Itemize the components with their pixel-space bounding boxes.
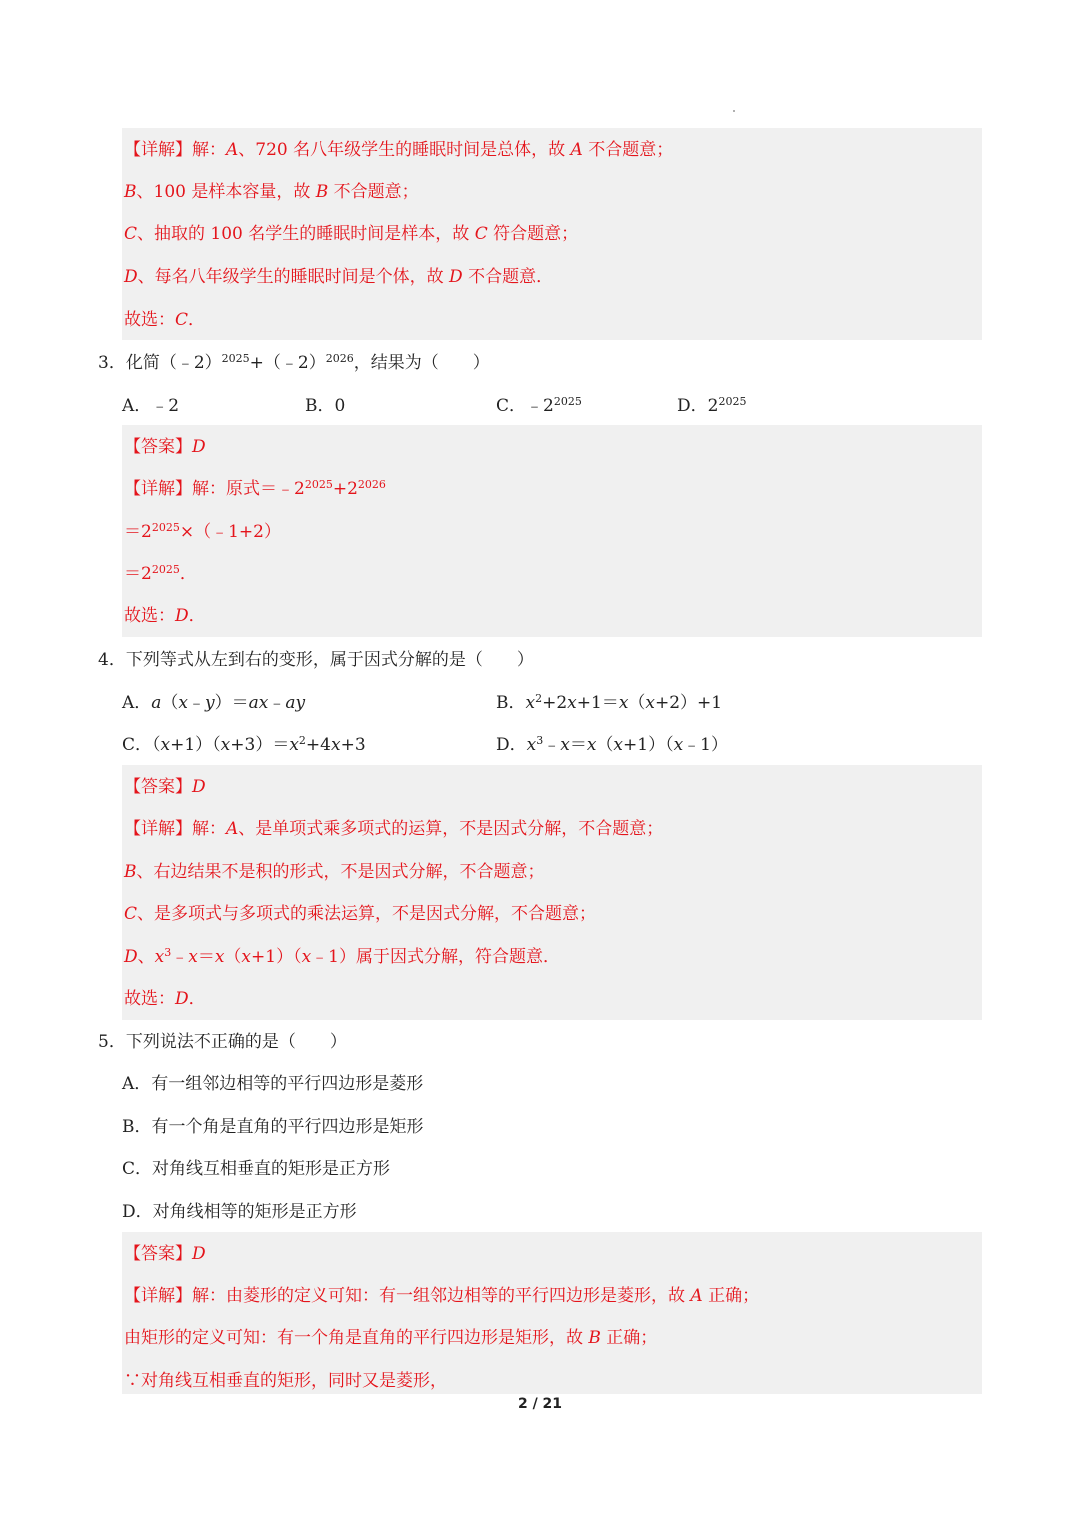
prev-choice-line: 故选：C．	[124, 310, 206, 330]
q5-detail-line-1: 【详解】解：由菱形的定义可知：有一组邻边相等的平行四边形是菱形，故 A 正确；	[124, 1286, 760, 1306]
prev-detail-line-4: D、每名八年级学生的睡眠时间是个体，故 D 不合题意．	[124, 267, 554, 287]
q4-option-a: A．a（x﹣y）＝ax﹣ay	[122, 693, 306, 713]
q5-answer: 【答案】D	[124, 1244, 206, 1264]
q5-answer-block	[122, 1232, 982, 1394]
q4-detail-line-1: 【详解】解：A、是单项式乘多项式的运算，不是因式分解，不合题意；	[124, 819, 664, 839]
prev-detail-line-1: 【详解】解：A、720 名八年级学生的睡眠时间是总体，故 A 不合题意；	[124, 140, 674, 160]
q5-option-a: A．有一组邻边相等的平行四边形是菱形	[122, 1074, 424, 1094]
q4-choice-line: 故选：D．	[124, 989, 206, 1009]
q3-choice-line: 故选：D．	[124, 606, 206, 626]
q4-option-b: B．$x^2+2x+1=x(x+2)+1$	[496, 692, 723, 713]
question-3-stem: 3．化简（﹣2）$^{2025}$+（﹣2）$^{2026}$，结果为（ ）	[98, 352, 490, 373]
q4-answer-block	[122, 765, 982, 1020]
q3-option-d: D．$2^{2025}$	[677, 395, 747, 416]
q5-option-b: B．有一个角是直角的平行四边形是矩形	[122, 1117, 424, 1137]
q5-option-c: C．对角线互相垂直的矩形是正方形	[122, 1159, 391, 1179]
q3-detail-line-1: 【详解】解：原式$=﹣2^{2025}+2^{2026}$	[124, 478, 386, 499]
question-4-stem: 4．下列等式从左到右的变形，属于因式分解的是（ ）	[98, 650, 534, 670]
q3-option-a: A．﹣2	[122, 396, 180, 416]
q4-detail-line-4: D、$x^3﹣x=x(x+1)(x﹣1)$属于因式分解，符合题意．	[124, 946, 560, 967]
prev-answer-block	[122, 128, 982, 340]
q4-detail-line-3: C、是多项式与多项式的乘法运算，不是因式分解，不合题意；	[124, 904, 597, 924]
q3-answer-block	[122, 425, 982, 637]
q3-detail-line-3: $=2^{2025}$．	[124, 563, 197, 584]
q5-option-d: D．对角线相等的矩形是正方形	[122, 1202, 357, 1222]
q4-option-c: C．$(x+1)(x+3)=x^2+4x+3$	[122, 734, 366, 755]
q5-detail-line-3: ∵对角线互相垂直的矩形，同时又是菱形，	[124, 1371, 447, 1391]
prev-detail-line-2: B、100 是样本容量，故 B 不合题意；	[124, 182, 419, 202]
q5-detail-line-2: 由矩形的定义可知：有一个角是直角的平行四边形是矩形，故 B 正确；	[124, 1328, 658, 1348]
q4-answer: 【答案】D	[124, 777, 206, 797]
q3-answer: 【答案】D	[124, 437, 206, 457]
q3-option-b: B．0	[305, 396, 346, 416]
prev-detail-line-3: C、抽取的 100 名学生的睡眠时间是样本，故 C 符合题意；	[124, 224, 579, 244]
q4-detail-line-2: B、右边结果不是积的形式，不是因式分解，不合题意；	[124, 862, 545, 882]
q4-option-d: D．$x^3﹣x=x(x+1)(x﹣1)$	[496, 734, 728, 755]
q3-detail-line-2: $=2^{2025}\times(﹣1+2)$	[124, 521, 281, 542]
page-mark	[733, 110, 735, 112]
q3-option-c: C．$﹣2^{2025}$	[496, 395, 582, 416]
question-5-stem: 5．下列说法不正确的是（ ）	[98, 1032, 347, 1052]
page-number: 2 / 21	[517, 1396, 563, 1412]
